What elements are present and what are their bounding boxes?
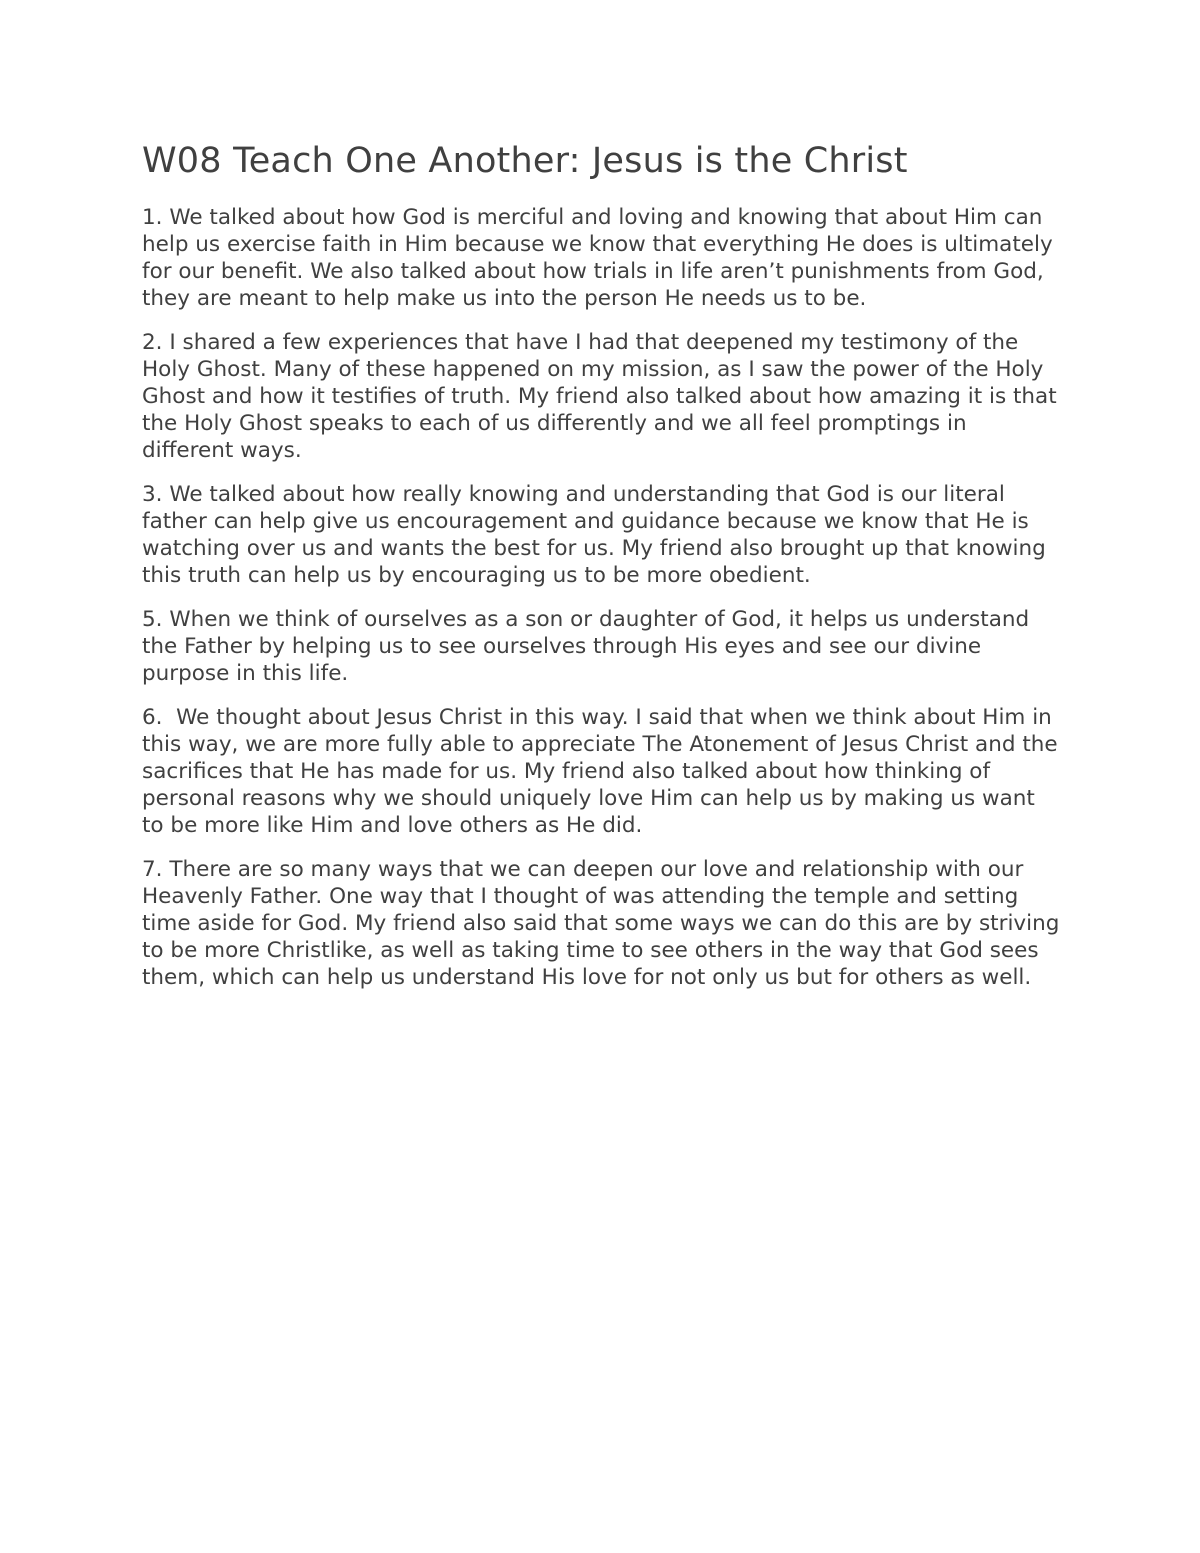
- document-title: W08 Teach One Another: Jesus is the Christ: [142, 141, 908, 181]
- paragraph-5: 5. When we think of ourselves as a son or daughter of God, it helps us understand the Father by helping us to see ourselves through His eyes and see our divine purpose in this life.: [142, 607, 1030, 686]
- document-body: [142, 138, 1065, 1008]
- paragraph-1: 1. We talked about how God is merciful and loving and knowing that about Him can help us exercise faith in Him because we know that everything He does is ultimately for our benefit. We also talked about how trials in life aren’t punishments from God, they are meant to help make us into the person He needs us to be.: [142, 205, 1053, 311]
- paragraph-6: 6. We thought about Jesus Christ in this way. I said that when we think about Him in this way, we are more fully able to appreciate The Atonement of Jesus Christ and the sacrifices that He has made for us. My friend also talked about how thinking of personal reasons why we should uniquely love Him can help us by making us want to be more like Him and love others as He did.: [142, 705, 1065, 838]
- paragraph-7: 7. There are so many ways that we can deepen our love and relationship with our Heavenly Father. One way that I thought of was attending the temple and setting time aside for God. My friend also said that some ways we can do this are by striving to be more Christlike, as well as taking time to see others in the way that God sees them, which can help us understand His love for not only us but for others as well.: [142, 857, 1060, 990]
- paragraph-2: 2. I shared a few experiences that have I had that deepened my testimony of the Holy Ghost. Many of these happened on my mission, as I saw the power of the Holy Ghost and how it testifies of truth. My friend also talked about how amazing it is that the Holy Ghost speaks to each of us differently and we all feel promptings in different ways.: [142, 330, 1057, 463]
- paragraph-3: 3. We talked about how really knowing and understanding that God is our literal father can help give us encouragement and guidance because we know that He is watching over us and wants the best for us. My friend also brought up that knowing this truth can help us by encouraging us to be more obedient.: [142, 482, 1046, 588]
